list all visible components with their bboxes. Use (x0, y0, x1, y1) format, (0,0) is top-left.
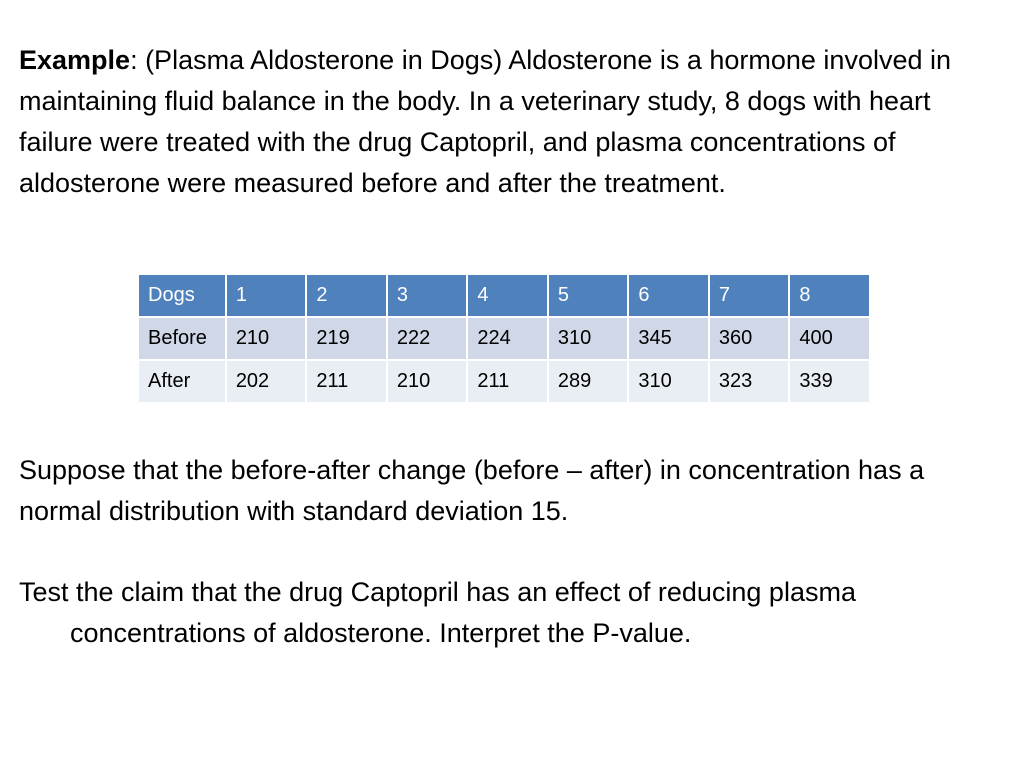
table-row-after (138, 360, 870, 403)
table-cell: 345 (628, 317, 709, 360)
table-header-row (138, 274, 870, 317)
table-cell: 224 (467, 317, 548, 360)
table-cell: 210 (387, 360, 468, 403)
intro-paragraph (19, 40, 1009, 204)
table-cell: 211 (306, 360, 387, 403)
header-cell: 2 (306, 274, 387, 317)
table-cell: 211 (467, 360, 548, 403)
table-cell: 400 (789, 317, 870, 360)
header-cell: 1 (226, 274, 307, 317)
header-cell-dogs: Dogs (138, 274, 226, 317)
assumption-paragraph: Suppose that the before-after change (before – after) in concentration has a normal distribution with standard deviation 15. (19, 455, 925, 526)
table-cell: 339 (789, 360, 870, 403)
row-label-before: Before (138, 317, 226, 360)
table-cell: 222 (387, 317, 468, 360)
data-table (137, 273, 871, 404)
table-cell: 202 (226, 360, 307, 403)
header-cell: 8 (789, 274, 870, 317)
task-line-2: concentrations of aldosterone. Interpret the P-value. (70, 618, 692, 648)
table-row-before (138, 317, 870, 360)
table-cell: 289 (548, 360, 629, 403)
table-cell: 219 (306, 317, 387, 360)
header-cell: 3 (387, 274, 468, 317)
header-cell: 4 (467, 274, 548, 317)
example-label: Example (19, 45, 131, 75)
row-label-after: After (138, 360, 226, 403)
intro-text: : (Plasma Aldosterone in Dogs) Aldosterone is a hormone involved in maintaining fluid balance in the body. In a veterinary study, 8 dogs with heart failure were treated with the drug Captopril, and plasma concentrations of aldosterone were measured before and after the treatment. (19, 45, 952, 198)
table-cell: 360 (709, 317, 790, 360)
task-paragraph (19, 572, 1009, 654)
header-cell: 5 (548, 274, 629, 317)
table-cell: 310 (548, 317, 629, 360)
header-cell: 7 (709, 274, 790, 317)
table-cell: 323 (709, 360, 790, 403)
task-line-1: Test the claim that the drug Captopril has an effect of reducing plasma (19, 577, 856, 607)
table-cell: 210 (226, 317, 307, 360)
table-cell: 310 (628, 360, 709, 403)
header-cell: 6 (628, 274, 709, 317)
